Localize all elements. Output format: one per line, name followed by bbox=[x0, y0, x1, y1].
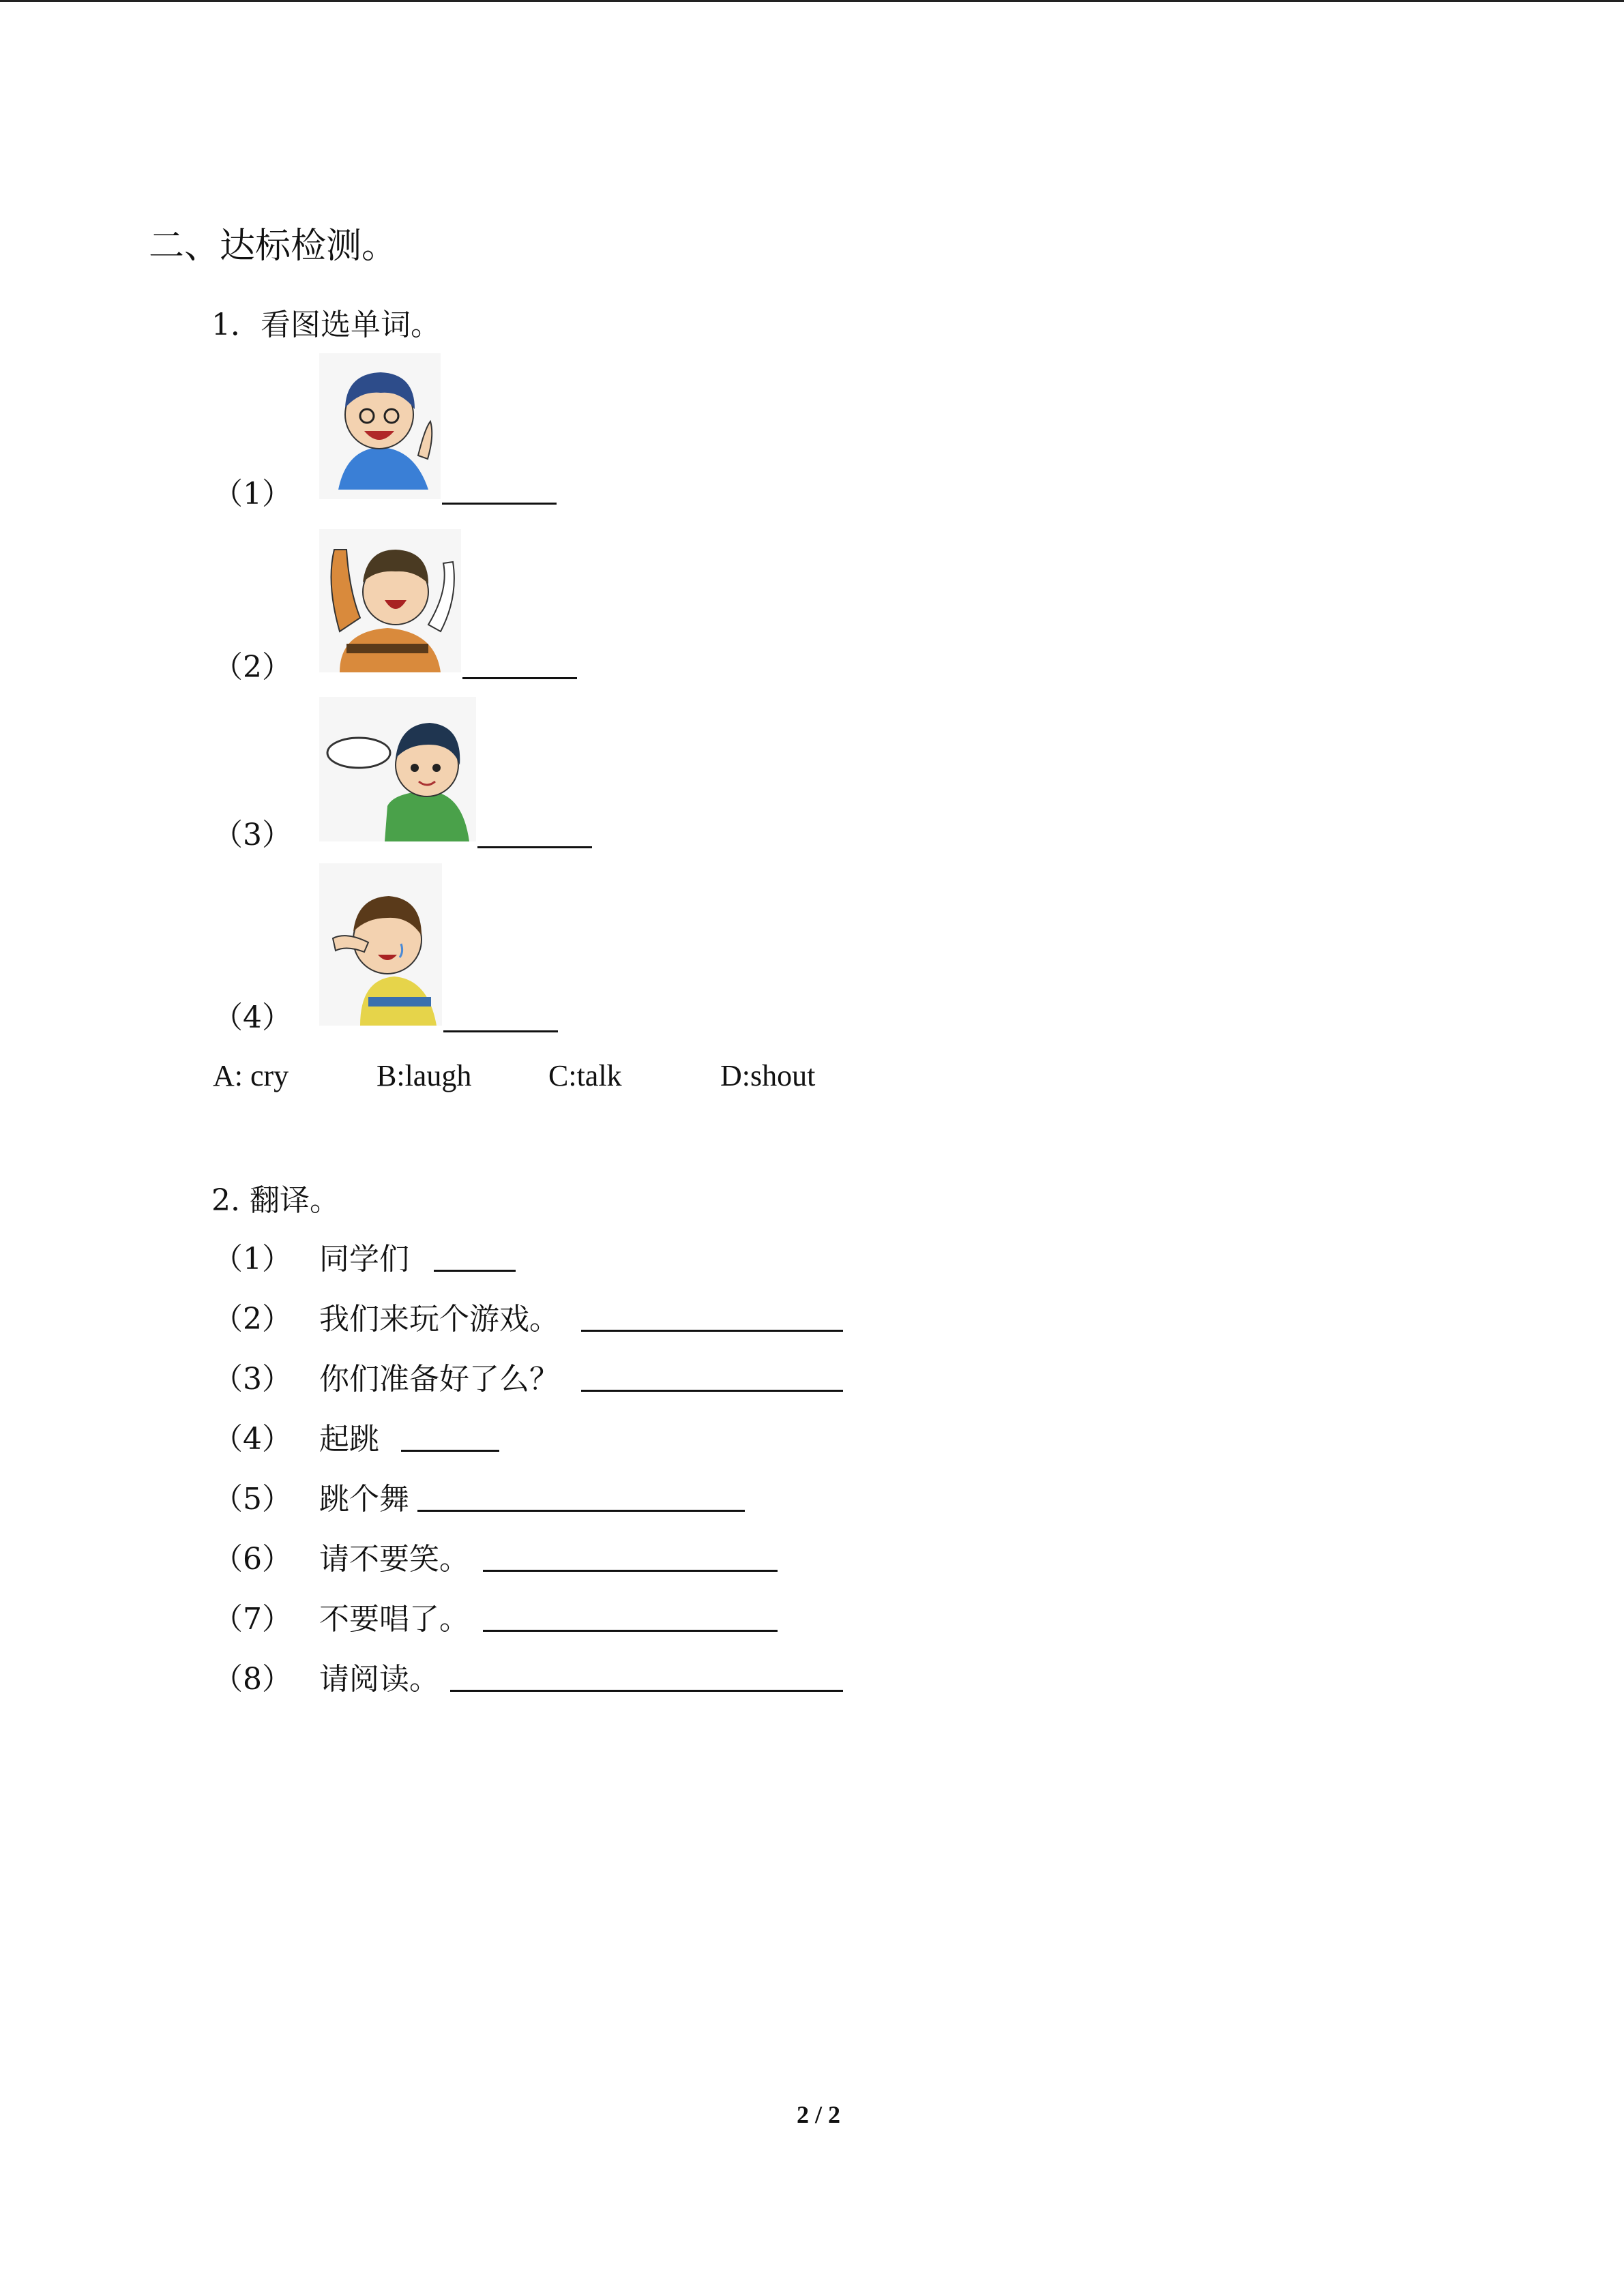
q1-item-1-label: （1） bbox=[213, 477, 292, 511]
q2-item-1-text: 同学们 bbox=[319, 1242, 409, 1277]
q1-item-3-blank[interactable] bbox=[477, 846, 592, 848]
q2-item-1-blank[interactable] bbox=[434, 1270, 516, 1272]
section-title: 二、达标检测。 bbox=[149, 226, 398, 267]
option-c: C:talk bbox=[548, 1059, 622, 1092]
boy-crying-picture bbox=[319, 863, 442, 1026]
q2-item-1-label: （1） bbox=[213, 1242, 292, 1277]
q2-item-2-label: （2） bbox=[213, 1302, 292, 1337]
girl-talking-picture bbox=[319, 697, 476, 841]
q2-item-6-label: （6） bbox=[213, 1542, 292, 1577]
option-a: A: cry bbox=[213, 1059, 289, 1092]
q2-item-8-label: （8） bbox=[213, 1662, 292, 1697]
q1-item-4-blank[interactable] bbox=[443, 1030, 558, 1032]
q2-item-4-blank[interactable] bbox=[401, 1450, 499, 1452]
q2-item-5-text: 跳个舞 bbox=[319, 1482, 409, 1517]
q2-item-8-text: 请阅读。 bbox=[319, 1662, 439, 1697]
q1-item-3-label: （3） bbox=[213, 818, 292, 852]
option-d: D:shout bbox=[720, 1059, 816, 1092]
q1-item-1-blank[interactable] bbox=[442, 503, 557, 505]
top-border bbox=[0, 0, 1624, 2]
q2-item-7-label: （7） bbox=[213, 1602, 292, 1637]
q2-item-2-text: 我们来玩个游戏。 bbox=[319, 1302, 559, 1337]
child-shouting-picture bbox=[319, 529, 461, 672]
q2-item-7-blank[interactable] bbox=[483, 1630, 778, 1632]
q2-item-4-label: （4） bbox=[213, 1422, 292, 1457]
q2-item-3-text: 你们准备好了么？ bbox=[319, 1362, 559, 1397]
q2-item-3-label: （3） bbox=[213, 1362, 292, 1397]
q2-item-6-text: 请不要笑。 bbox=[319, 1542, 469, 1577]
q1-item-2-label: （2） bbox=[213, 650, 292, 685]
q2-item-7-text: 不要唱了。 bbox=[319, 1602, 469, 1637]
q2-title: 2. 翻译。 bbox=[211, 1183, 340, 1218]
boy-laughing-picture bbox=[319, 353, 441, 499]
q2-item-2-blank[interactable] bbox=[581, 1330, 843, 1332]
q2-item-5-label: （5） bbox=[213, 1482, 292, 1517]
page-number: 2 / 2 bbox=[797, 2101, 841, 2128]
q2-item-3-blank[interactable] bbox=[581, 1390, 843, 1392]
q2-item-4-text: 起跳 bbox=[319, 1422, 379, 1457]
option-b: B:laugh bbox=[377, 1059, 472, 1092]
q2-item-6-blank[interactable] bbox=[483, 1570, 778, 1572]
q1-title: 1．看图选单词。 bbox=[211, 308, 441, 342]
q1-item-2-blank[interactable] bbox=[462, 677, 577, 679]
q2-item-8-blank[interactable] bbox=[450, 1690, 843, 1692]
q1-item-4-label: （4） bbox=[213, 1000, 292, 1035]
q2-item-5-blank[interactable] bbox=[417, 1510, 745, 1512]
